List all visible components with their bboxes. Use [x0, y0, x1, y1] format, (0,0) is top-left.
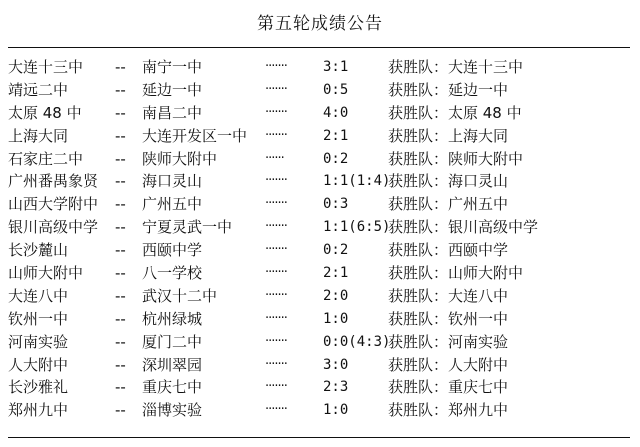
- result-row: [0, 79, 640, 102]
- dot-leader: ·······: [265, 173, 287, 189]
- away-team: 南宁一中: [142, 58, 203, 76]
- home-team: 上海大同: [8, 126, 69, 145]
- dot-leader: ·······: [265, 104, 287, 120]
- result-row: [0, 262, 640, 285]
- bottom-divider: [8, 437, 630, 438]
- separator: --: [115, 378, 126, 397]
- winner-label: 获胜队：人大附中: [388, 355, 509, 374]
- away-team: 南昌二中: [142, 103, 203, 122]
- winner-label: 获胜队：上海大同: [388, 126, 509, 145]
- away-team: 深圳翠园: [142, 355, 203, 374]
- score: 0:0(4:3): [323, 333, 391, 350]
- winner-label: 获胜队：郑州九中: [388, 401, 509, 420]
- dot-leader: ·······: [265, 310, 287, 326]
- score: 0:5: [323, 81, 349, 98]
- home-team: 山西大学附中: [8, 195, 99, 214]
- winner-label: 获胜队：延边一中: [388, 80, 509, 99]
- home-team: 广州番禺象贤: [8, 172, 99, 191]
- winner-label: 获胜队：大连八中: [388, 286, 509, 305]
- winner-label: 获胜队：钦州一中: [388, 309, 509, 328]
- score: 0:3: [323, 196, 349, 213]
- away-team: 延边一中: [142, 80, 203, 99]
- winner-label: 获胜队：西颐中学: [388, 241, 509, 260]
- result-row: [0, 148, 640, 171]
- result-row: [0, 331, 640, 354]
- separator: --: [115, 309, 126, 328]
- home-team: 山师大附中: [8, 264, 84, 283]
- results-list: [0, 56, 640, 422]
- winner-label: 获胜队：河南实验: [388, 332, 509, 351]
- separator: --: [115, 218, 126, 237]
- score: 1:0: [323, 310, 349, 327]
- away-team: 陕师大附中: [142, 149, 218, 168]
- result-row: [0, 56, 640, 79]
- away-team: 广州五中: [142, 195, 203, 214]
- result-row: [0, 376, 640, 399]
- score: 3:0: [323, 356, 349, 373]
- score: 1:1(6:5): [323, 219, 391, 236]
- dot-leader: ·······: [265, 81, 287, 97]
- score: 0:2: [323, 150, 349, 167]
- dot-leader: ·······: [265, 242, 287, 258]
- score: 1:0: [323, 402, 349, 419]
- result-row: [0, 285, 640, 308]
- top-divider: [8, 47, 630, 48]
- result-row: [0, 170, 640, 193]
- separator: --: [115, 401, 126, 420]
- dot-leader: ·······: [265, 219, 287, 235]
- dot-leader: ·······: [265, 402, 287, 418]
- winner-label: 获胜队：重庆七中: [388, 378, 509, 397]
- winner-label: 获胜队：太原 48 中: [388, 103, 522, 122]
- separator: --: [115, 172, 126, 191]
- separator: --: [115, 149, 126, 168]
- away-team: 武汉十二中: [142, 286, 218, 305]
- winner-label: 获胜队：广州五中: [388, 195, 509, 214]
- score: 0:2: [323, 242, 349, 259]
- dot-leader: ·······: [265, 356, 287, 372]
- home-team: 石家庄二中: [8, 149, 84, 168]
- away-team: 西颐中学: [142, 241, 203, 260]
- home-team: 长沙雅礼: [8, 378, 69, 397]
- dot-leader: ······: [265, 150, 284, 166]
- home-team: 大连八中: [8, 286, 69, 305]
- home-team: 人大附中: [8, 355, 69, 374]
- separator: --: [115, 241, 126, 260]
- score: 3:1: [323, 59, 349, 75]
- dot-leader: ·······: [265, 196, 287, 212]
- separator: --: [115, 195, 126, 214]
- dot-leader: ·······: [265, 265, 287, 281]
- winner-label: 获胜队：陕师大附中: [388, 149, 524, 168]
- separator: --: [115, 103, 126, 122]
- score: 2:0: [323, 287, 349, 304]
- result-row: [0, 239, 640, 262]
- away-team: 厦门二中: [142, 332, 203, 351]
- home-team: 大连十三中: [8, 58, 84, 76]
- page-title: 第五轮成绩公告: [257, 14, 383, 34]
- home-team: 河南实验: [8, 332, 69, 351]
- separator: --: [115, 126, 126, 145]
- score: 2:1: [323, 127, 349, 144]
- result-row: [0, 399, 640, 422]
- away-team: 杭州绿城: [142, 309, 203, 328]
- home-team: 长沙麓山: [8, 241, 69, 260]
- separator: --: [115, 286, 126, 305]
- home-team: 郑州九中: [8, 401, 69, 420]
- result-row: [0, 216, 640, 239]
- score: 2:1: [323, 265, 349, 282]
- score: 2:3: [323, 379, 349, 396]
- dot-leader: ·······: [265, 333, 287, 349]
- winner-label: 获胜队：银川高级中学: [388, 218, 539, 237]
- separator: --: [115, 264, 126, 283]
- home-team: 太原 48 中: [8, 103, 82, 122]
- separator: --: [115, 58, 126, 76]
- dot-leader: ·······: [265, 59, 287, 74]
- score: 4:0: [323, 104, 349, 121]
- home-team: 银川高级中学: [8, 218, 99, 237]
- away-team: 大连开发区一中: [142, 126, 248, 145]
- result-row: [0, 125, 640, 148]
- result-row: [0, 102, 640, 125]
- separator: --: [115, 355, 126, 374]
- away-team: 八一学校: [142, 264, 203, 283]
- dot-leader: ·······: [265, 127, 287, 143]
- dot-leader: ·······: [265, 287, 287, 303]
- result-row: [0, 354, 640, 377]
- home-team: 靖远二中: [8, 80, 69, 99]
- winner-label: 获胜队：大连十三中: [388, 58, 524, 76]
- result-row: [0, 308, 640, 331]
- winner-label: 获胜队：山师大附中: [388, 264, 524, 283]
- dot-leader: ·······: [265, 379, 287, 395]
- score: 1:1(1:4): [323, 173, 391, 190]
- away-team: 重庆七中: [142, 378, 203, 397]
- result-row: [0, 193, 640, 216]
- separator: --: [115, 80, 126, 99]
- winner-label: 获胜队：海口灵山: [388, 172, 509, 191]
- home-team: 钦州一中: [8, 309, 69, 328]
- away-team: 海口灵山: [142, 172, 203, 191]
- away-team: 淄博实验: [142, 401, 203, 420]
- separator: --: [115, 332, 126, 351]
- away-team: 宁夏灵武一中: [142, 218, 233, 237]
